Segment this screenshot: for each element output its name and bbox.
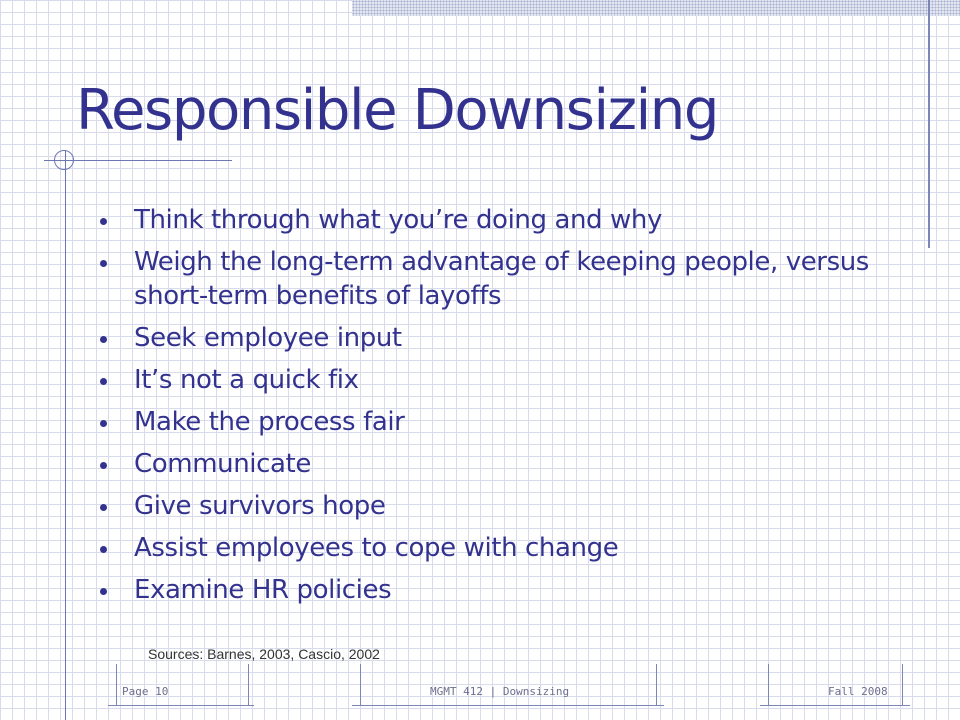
bullet-list [96,203,916,607]
footer-tick [248,664,249,706]
footer-rule [352,705,664,706]
right-decorative-line [928,0,930,248]
footer-tick [360,664,361,706]
footer-tick [768,664,769,706]
footer-page-number: Page 10 [122,685,169,698]
footer-rule [108,705,254,706]
slide-title: Responsible Downsizing [76,78,719,143]
footer-tick [116,664,117,706]
bullet-item: Communicate [96,447,916,481]
footer-tick [656,664,657,706]
bullet-item: Assist employees to cope with change [96,531,916,565]
footer-term: Fall 2008 [828,685,888,698]
bullet-item: It’s not a quick fix [96,363,916,397]
bullet-item: Give survivors hope [96,489,916,523]
bullet-item: Seek employee input [96,321,916,355]
footer-course: MGMT 412 | Downsizing [430,685,570,698]
footer-tick [902,664,903,706]
bullet-item: Weigh the long-term advantage of keeping people, versus short-term benefits of layoffs [96,245,916,313]
bullet-item: Examine HR policies [96,573,916,607]
bullet-item: Make the process fair [96,405,916,439]
bullet-item: Think through what you’re doing and why [96,203,916,237]
slide-footer [0,678,960,706]
footer-rule [760,705,910,706]
left-decorative-line [65,150,66,720]
sources-citation: Sources: Barnes, 2003, Cascio, 2002 [148,646,380,662]
circle-ornament-icon [54,150,74,170]
top-decorative-band [352,0,960,16]
